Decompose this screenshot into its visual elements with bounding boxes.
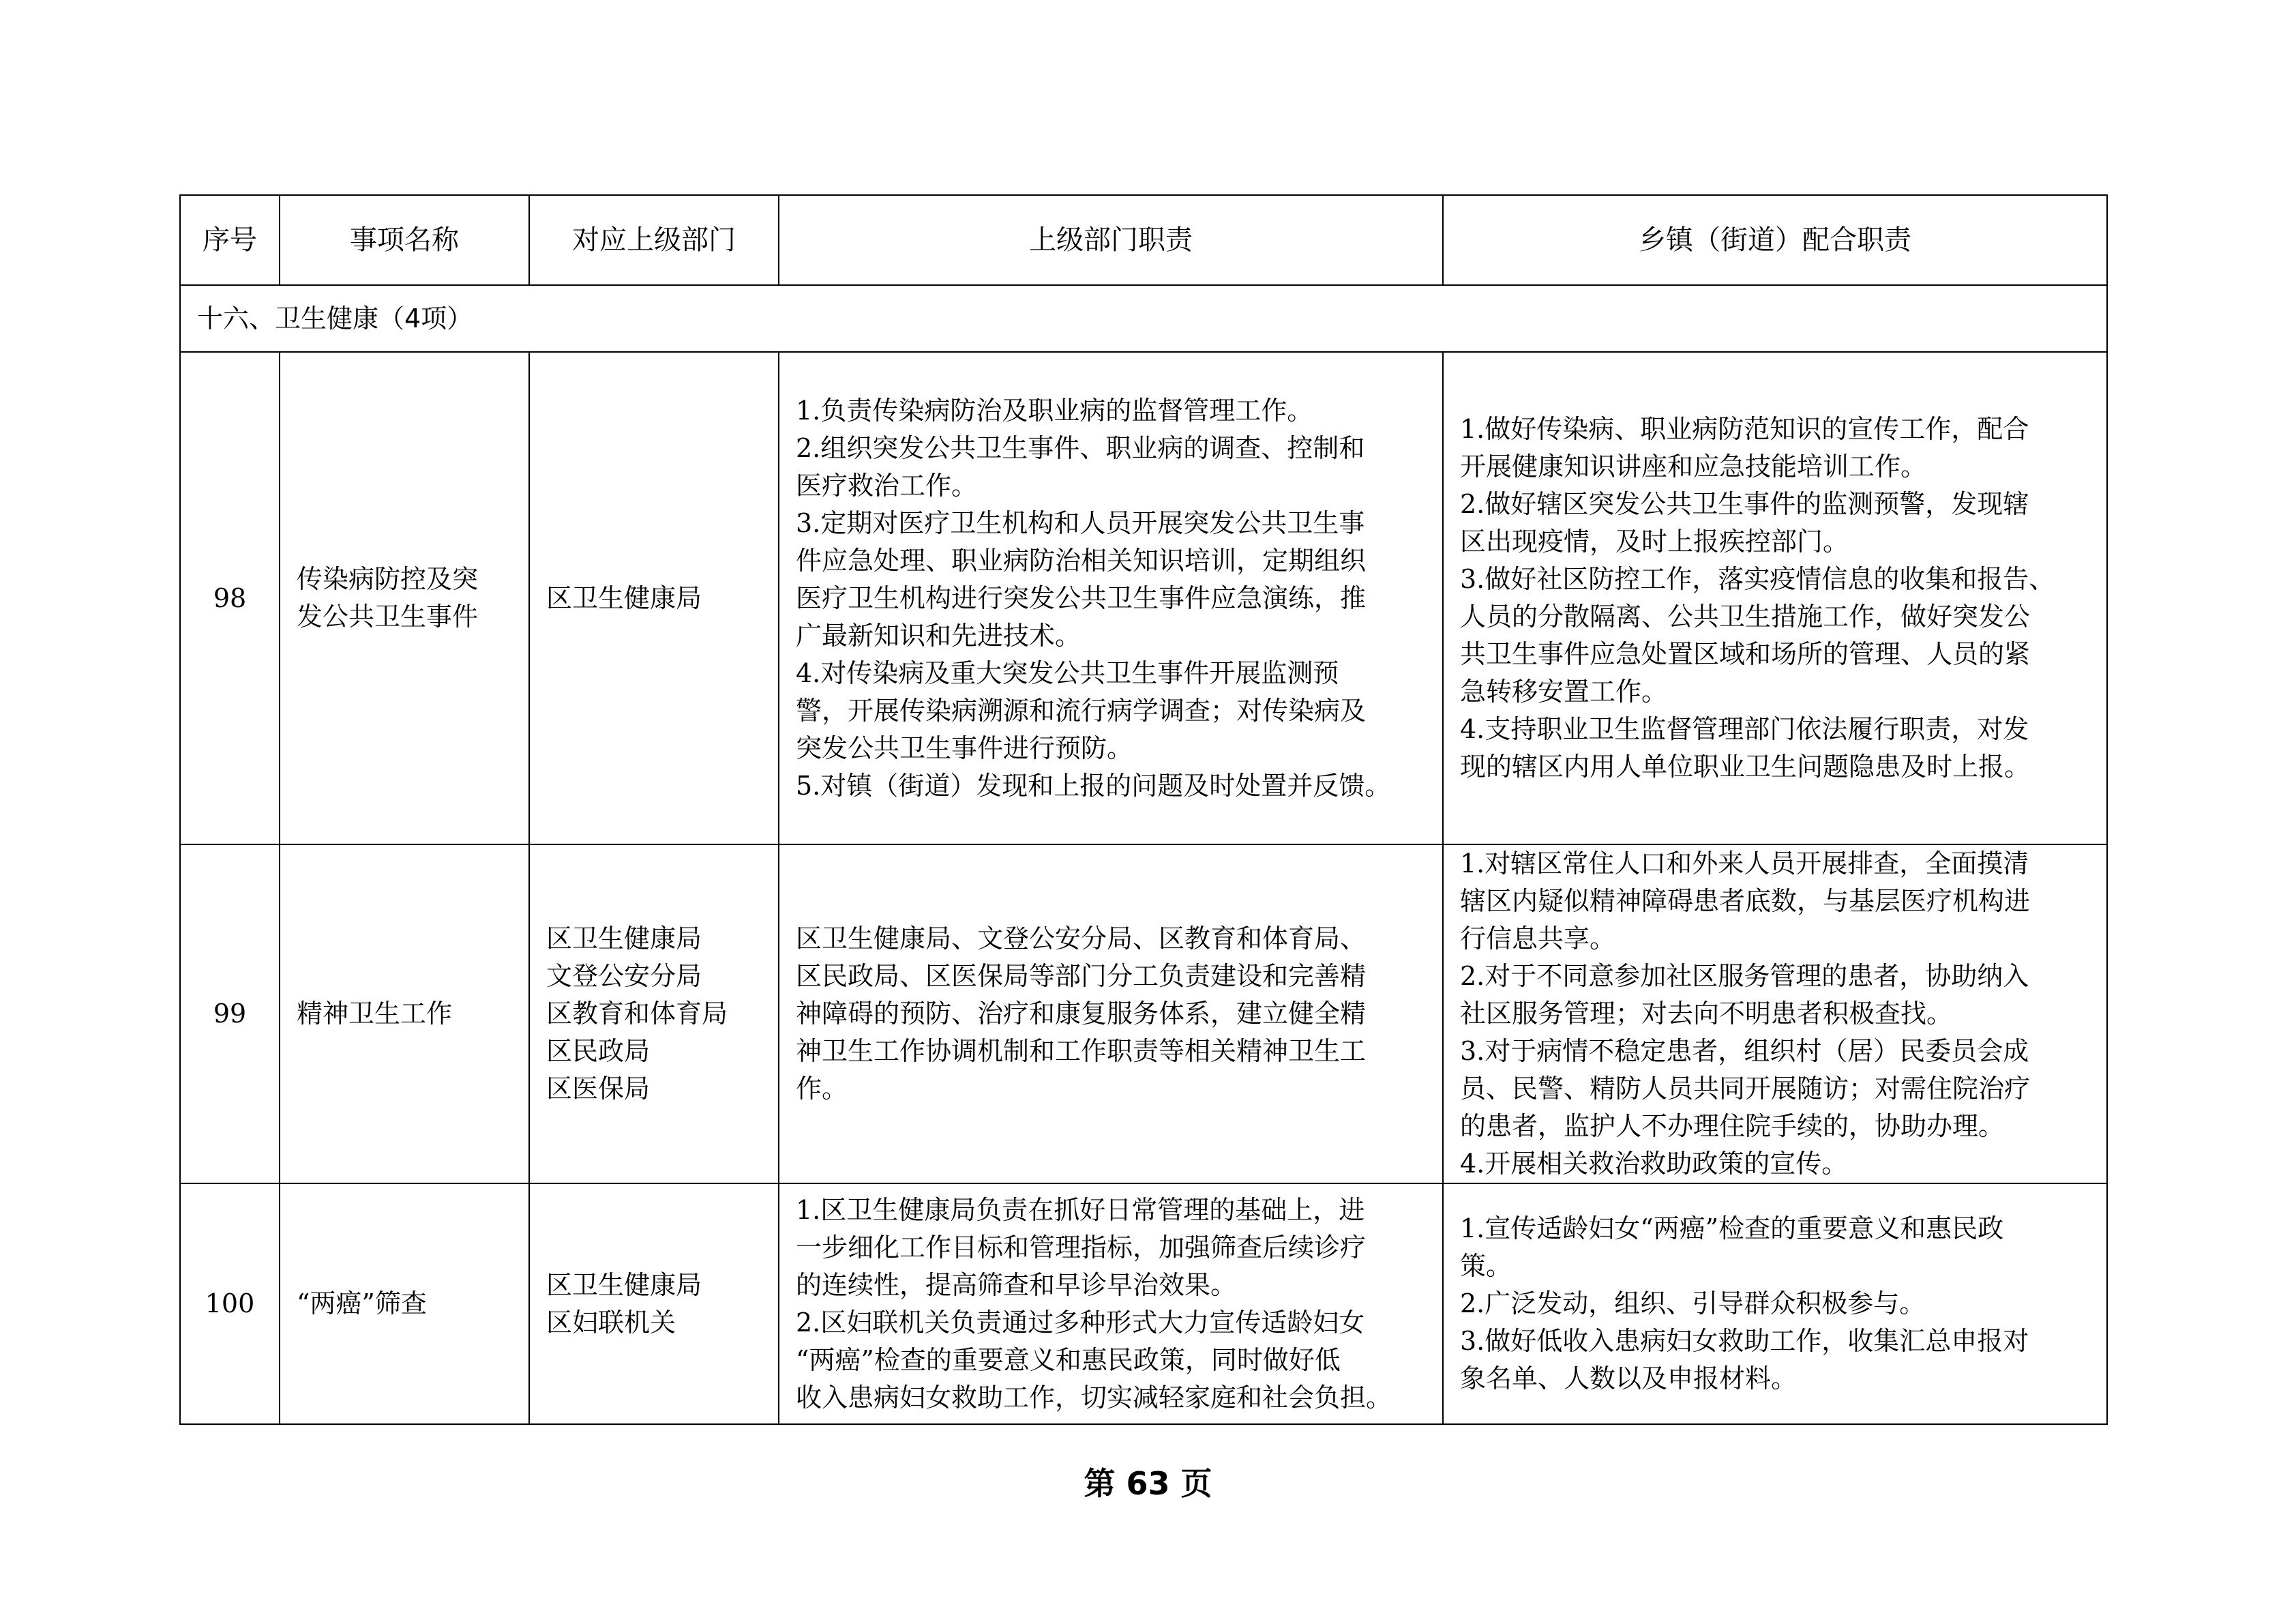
upper-duty-line: 件应急处理、职业病防治相关知识培训，定期组织 xyxy=(796,545,1367,576)
upper-duty-line: 区民政局、区医保局等部门分工负责建设和完善精 xyxy=(796,961,1367,991)
upper-duty-cell xyxy=(779,844,1443,1183)
upper-duty-line: 区卫生健康局、文登公安分局、区教育和体育局、 xyxy=(796,924,1367,954)
town-duty-line: 策。 xyxy=(1460,1251,1512,1281)
town-duty-line: 2.做好辖区突发公共卫生事件的监测预警，发现辖 xyxy=(1460,489,2029,519)
duty-table xyxy=(179,194,2108,1425)
item-name-cell xyxy=(280,844,529,1183)
upper-duty-line: 2.区妇联机关负责通过多种形式大力宣传适龄妇女 xyxy=(796,1307,1365,1338)
town-duty-cell xyxy=(1443,1183,2107,1424)
town-duty-cell xyxy=(1443,844,2107,1183)
town-duty-line: 4.支持职业卫生监督管理部门依法履行职责，对发 xyxy=(1460,714,2029,744)
upper-duty-line: 作。 xyxy=(796,1074,848,1104)
item-name-cell xyxy=(280,1183,529,1424)
town-duty-line: 4.开展相关救治救助政策的宣传。 xyxy=(1460,1149,1848,1179)
upper-duty-line: 4.对传染病及重大突发公共卫生事件开展监测预 xyxy=(796,658,1339,688)
town-duty-line: 现的辖区内用人单位职业卫生问题隐患及时上报。 xyxy=(1460,752,2031,782)
upper-duty-line: 一步细化工作目标和管理指标，加强筛查后续诊疗 xyxy=(796,1232,1367,1263)
town-duty-line: 3.做好社区防控工作，落实疫情信息的收集和报告、 xyxy=(1460,564,2055,594)
town-duty-line: 区出现疫情，及时上报疾控部门。 xyxy=(1460,527,1849,557)
dept-cell xyxy=(529,844,779,1183)
dept-line: 区医保局 xyxy=(546,1074,651,1104)
town-duty-line: 辖区内疑似精神障碍患者底数，与基层医疗机构进 xyxy=(1460,886,2031,916)
town-duty-line: 2.对于不同意参加社区服务管理的患者，协助纳入 xyxy=(1460,961,2029,991)
page-number: 第 63 页 xyxy=(1084,1465,1212,1502)
dept-line: 区卫生健康局 xyxy=(546,1269,702,1300)
upper-duty-cell xyxy=(779,1183,1443,1424)
town-duty-line: 急转移安置工作。 xyxy=(1460,677,1668,707)
header-upper-duty: 上级部门职责 xyxy=(779,195,1443,285)
town-duty-line: 3.做好低收入患病妇女救助工作，收集汇总申报对 xyxy=(1460,1326,2029,1356)
row-num: 100 xyxy=(180,1183,280,1424)
town-duty-cell xyxy=(1443,352,2107,844)
header-row xyxy=(180,195,2107,285)
upper-duty-line: 3.定期对医疗卫生机构和人员开展突发公共卫生事 xyxy=(796,507,1365,538)
header-item-name: 事项名称 xyxy=(280,195,529,285)
town-duty-line: 行信息共享。 xyxy=(1460,924,1616,954)
upper-duty-line: 的连续性，提高筛查和早诊早治效果。 xyxy=(796,1269,1237,1300)
dept-line: 区民政局 xyxy=(546,1036,651,1066)
town-duty-line: 2.广泛发动，组织、引导群众积极参与。 xyxy=(1460,1288,1926,1318)
item-name-line: 发公共卫生事件 xyxy=(297,602,479,632)
upper-duty-line: 神障碍的预防、治疗和康复服务体系，建立健全精 xyxy=(796,999,1367,1029)
upper-duty-line: 神卫生工作协调机制和工作职责等相关精神卫生工 xyxy=(796,1036,1367,1066)
row-num: 98 xyxy=(180,352,280,844)
header-upper-dept: 对应上级部门 xyxy=(529,195,779,285)
item-name-cell xyxy=(280,352,529,844)
item-name-line: 传染病防控及突 xyxy=(297,564,479,594)
upper-duty-line: 突发公共卫生事件进行预防。 xyxy=(796,733,1133,763)
upper-duty-line: 收入患病妇女救助工作，切实减轻家庭和社会负担。 xyxy=(796,1382,1392,1413)
row-num: 99 xyxy=(180,844,280,1183)
item-name-line: “两癌”筛查 xyxy=(297,1288,427,1318)
town-duty-line: 人员的分散隔离、公共卫生措施工作，做好突发公 xyxy=(1460,602,2031,632)
town-duty-line: 1.对辖区常住人口和外来人员开展排查，全面摸清 xyxy=(1460,848,2029,879)
upper-duty-line: 广最新知识和先进技术。 xyxy=(796,620,1082,651)
upper-duty-line: 5.对镇（街道）发现和上报的问题及时处置并反馈。 xyxy=(796,770,1391,801)
upper-duty-line: 警，开展传染病溯源和流行病学调查；对传染病及 xyxy=(796,695,1367,726)
header-town-duty: 乡镇（街道）配合职责 xyxy=(1443,195,2107,285)
dept-cell xyxy=(529,1183,779,1424)
table-row xyxy=(180,1183,2107,1424)
town-duty-line: 3.对于病情不稳定患者，组织村（居）民委员会成 xyxy=(1460,1036,2029,1066)
dept-line: 区妇联机关 xyxy=(546,1307,676,1338)
town-duty-line: 象名单、人数以及申报材料。 xyxy=(1460,1363,1798,1393)
upper-duty-line: 1.负责传染病防治及职业病的监督管理工作。 xyxy=(796,395,1313,426)
table-row xyxy=(180,352,2107,844)
town-duty-line: 社区服务管理；对去向不明患者积极查找。 xyxy=(1460,999,1953,1029)
upper-duty-line: 医疗卫生机构进行突发公共卫生事件应急演练，推 xyxy=(796,582,1367,613)
town-duty-line: 共卫生事件应急处置区域和场所的管理、人员的紧 xyxy=(1460,639,2031,669)
dept-line: 区教育和体育局 xyxy=(546,999,728,1029)
dept-cell xyxy=(529,352,779,844)
header-num: 序号 xyxy=(180,195,280,285)
town-duty-line: 1.做好传染病、职业病防范知识的宣传工作，配合 xyxy=(1460,414,2029,444)
upper-duty-line: 1.区卫生健康局负责在抓好日常管理的基础上，进 xyxy=(796,1194,1365,1225)
town-duty-line: 员、民警、精防人员共同开展随访；对需住院治疗 xyxy=(1460,1074,2031,1104)
dept-line: 区卫生健康局 xyxy=(546,582,702,613)
section-title: 十六、卫生健康（4项） xyxy=(180,285,2107,352)
town-duty-line: 1.宣传适龄妇女“两癌”检查的重要意义和惠民政 xyxy=(1460,1213,2004,1243)
dept-line: 区卫生健康局 xyxy=(546,924,702,954)
upper-duty-line: 2.组织突发公共卫生事件、职业病的调查、控制和 xyxy=(796,432,1365,463)
town-duty-line: 开展健康知识讲座和应急技能培训工作。 xyxy=(1460,452,1927,482)
upper-duty-line: 医疗救治工作。 xyxy=(796,470,978,501)
dept-line: 文登公安分局 xyxy=(546,961,702,991)
table-row xyxy=(180,844,2107,1183)
item-name-line: 精神卫生工作 xyxy=(297,999,453,1029)
upper-duty-line: “两癌”检查的重要意义和惠民政策，同时做好低 xyxy=(796,1344,1341,1375)
town-duty-line: 的患者，监护人不办理住院手续的，协助办理。 xyxy=(1460,1111,2005,1141)
upper-duty-cell xyxy=(779,352,1443,844)
section-row xyxy=(180,285,2107,352)
